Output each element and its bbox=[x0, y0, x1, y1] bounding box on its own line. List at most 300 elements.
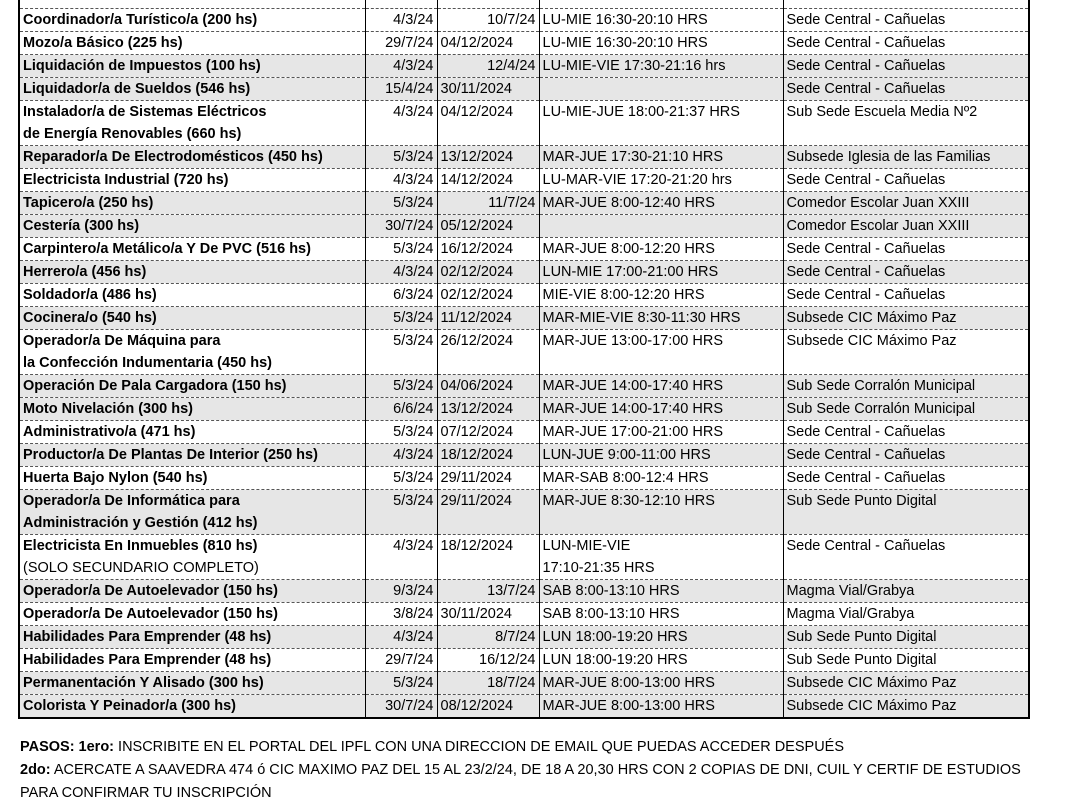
schedule-cell bbox=[539, 648, 783, 671]
location: Subsede CIC Máximo Paz bbox=[786, 332, 957, 349]
location-cell bbox=[783, 420, 1029, 443]
location: Comedor Escolar Juan XXIII bbox=[786, 194, 970, 211]
location-cell bbox=[783, 329, 1029, 374]
table-row bbox=[19, 214, 1029, 237]
table-row bbox=[19, 237, 1029, 260]
step-1-label: PASOS: 1ero: bbox=[20, 739, 115, 755]
start-date-cell bbox=[365, 602, 437, 625]
course-cell bbox=[19, 100, 365, 145]
end-date-cell bbox=[437, 8, 539, 31]
steps-section bbox=[20, 736, 1060, 805]
schedule: MAR-JUE 8:00-13:00 HRS bbox=[542, 697, 715, 714]
schedule-cell bbox=[539, 145, 783, 168]
location-cell bbox=[783, 466, 1029, 489]
course-cell bbox=[19, 8, 365, 31]
start-date-cell bbox=[365, 306, 437, 329]
start-date: 3/8/24 bbox=[393, 605, 434, 622]
location-cell bbox=[783, 214, 1029, 237]
table-row bbox=[19, 648, 1029, 671]
schedule-cell bbox=[539, 489, 783, 534]
schedule-cell bbox=[539, 31, 783, 54]
end-date: 13/7/24 bbox=[487, 582, 536, 599]
course-name: Cestería (300 hs) bbox=[23, 217, 140, 234]
table-row-partial-top bbox=[19, 0, 1029, 8]
schedule: MAR-JUE 14:00-17:40 HRS bbox=[542, 400, 724, 417]
start-date-cell bbox=[365, 329, 437, 374]
schedule: MAR-JUE 8:00-12:40 HRS bbox=[542, 194, 715, 211]
end-date: 13/12/2024 bbox=[440, 148, 514, 165]
end-date-cell bbox=[437, 694, 539, 718]
location-cell bbox=[783, 283, 1029, 306]
location: Sub Sede Corralón Municipal bbox=[786, 400, 976, 417]
schedule: LUN-JUE 9:00-11:00 HRS bbox=[542, 446, 711, 463]
end-date: 08/12/2024 bbox=[440, 697, 514, 714]
end-date: 18/12/2024 bbox=[440, 446, 514, 463]
start-date-cell bbox=[365, 260, 437, 283]
course-name-line-2: Administración y Gestión (412 hs) bbox=[23, 514, 258, 531]
course-name: Productor/a De Plantas De Interior (250 hs) bbox=[23, 446, 318, 463]
course-name: Reparador/a De Electrodomésticos (450 hs) bbox=[23, 148, 323, 165]
start-date-cell bbox=[365, 671, 437, 694]
course-cell bbox=[19, 31, 365, 54]
table-row bbox=[19, 77, 1029, 100]
end-date-cell bbox=[437, 77, 539, 100]
table-row bbox=[19, 100, 1029, 145]
start-date: 4/3/24 bbox=[393, 11, 434, 28]
end-date: 02/12/2024 bbox=[440, 263, 514, 280]
schedule-cell bbox=[539, 237, 783, 260]
step-2 bbox=[20, 759, 1060, 782]
step-2-continued: PARA CONFIRMAR TU INSCRIPCIÓN bbox=[20, 785, 272, 801]
course-cell bbox=[19, 489, 365, 534]
schedule-cell bbox=[539, 100, 783, 145]
location: Sub Sede Corralón Municipal bbox=[786, 377, 976, 394]
schedule-cell bbox=[539, 191, 783, 214]
location: Comedor Escolar Juan XXIII bbox=[786, 217, 970, 234]
courses-table bbox=[18, 0, 1030, 719]
end-date: 16/12/24 bbox=[479, 651, 536, 668]
location-cell bbox=[783, 54, 1029, 77]
course-name: Herrero/a (456 hs) bbox=[23, 263, 147, 280]
start-date: 30/7/24 bbox=[385, 697, 434, 714]
end-date: 04/12/2024 bbox=[440, 103, 514, 120]
location: Sede Central - Cañuelas bbox=[786, 57, 946, 74]
start-date: 15/4/24 bbox=[385, 80, 434, 97]
start-date: 5/3/24 bbox=[393, 469, 434, 486]
course-name: Coordinador/a Turístico/a (200 hs) bbox=[23, 11, 258, 28]
location: Sub Sede Escuela Media Nº2 bbox=[786, 103, 978, 120]
end-date: 29/11/2024 bbox=[440, 492, 512, 509]
course-name-line-2: la Confección Indumentaria (450 hs) bbox=[23, 354, 272, 371]
schedule: LU-MIE 16:30-20:10 HRS bbox=[542, 11, 708, 28]
course-cell bbox=[19, 374, 365, 397]
schedule: MIE-VIE 8:00-12:20 HRS bbox=[542, 286, 705, 303]
start-date: 6/6/24 bbox=[393, 400, 434, 417]
course-cell bbox=[19, 191, 365, 214]
table-row bbox=[19, 694, 1029, 718]
courses-table-body bbox=[19, 0, 1029, 718]
start-date-cell bbox=[365, 579, 437, 602]
course-cell bbox=[19, 168, 365, 191]
start-date: 5/3/24 bbox=[393, 240, 434, 257]
location-cell bbox=[783, 648, 1029, 671]
course-name: Electricista En Inmuebles (810 hs) bbox=[23, 537, 258, 554]
end-date-cell bbox=[437, 625, 539, 648]
location: Sede Central - Cañuelas bbox=[786, 286, 946, 303]
start-date-cell bbox=[365, 214, 437, 237]
course-cell bbox=[19, 648, 365, 671]
location: Sede Central - Cañuelas bbox=[786, 240, 946, 257]
course-name: Liquidador/a de Sueldos (546 hs) bbox=[23, 80, 251, 97]
start-date: 5/3/24 bbox=[393, 377, 434, 394]
end-date-cell bbox=[437, 420, 539, 443]
course-cell bbox=[19, 54, 365, 77]
location: Sede Central - Cañuelas bbox=[786, 446, 946, 463]
start-date-cell bbox=[365, 374, 437, 397]
location-cell bbox=[783, 77, 1029, 100]
course-cell bbox=[19, 145, 365, 168]
end-date-cell bbox=[437, 489, 539, 534]
end-date: 10/7/24 bbox=[487, 11, 536, 28]
start-date-cell bbox=[365, 443, 437, 466]
location: Magma Vial/Grabya bbox=[786, 582, 915, 599]
course-name: Soldador/a (486 hs) bbox=[23, 286, 157, 303]
start-date: 5/3/24 bbox=[393, 309, 434, 326]
end-date-cell bbox=[437, 260, 539, 283]
schedule: LU-MIE 16:30-20:10 HRS bbox=[542, 34, 708, 51]
schedule-cell bbox=[539, 671, 783, 694]
step-2-label: 2do: bbox=[20, 762, 51, 778]
course-cell bbox=[19, 443, 365, 466]
end-date-cell bbox=[437, 54, 539, 77]
course-name: Cocinera/o (540 hs) bbox=[23, 309, 157, 326]
schedule-cell bbox=[539, 397, 783, 420]
table-row bbox=[19, 443, 1029, 466]
table-row bbox=[19, 8, 1029, 31]
table-row bbox=[19, 374, 1029, 397]
end-date-cell bbox=[437, 329, 539, 374]
schedule-cell bbox=[539, 306, 783, 329]
start-date-cell bbox=[365, 489, 437, 534]
location-cell bbox=[783, 671, 1029, 694]
start-date-cell bbox=[365, 77, 437, 100]
start-date: 5/3/24 bbox=[393, 148, 434, 165]
start-date-cell bbox=[365, 191, 437, 214]
table-row bbox=[19, 602, 1029, 625]
location: Sede Central - Cañuelas bbox=[786, 80, 946, 97]
course-cell bbox=[19, 397, 365, 420]
schedule: MAR-JUE 14:00-17:40 HRS bbox=[542, 377, 724, 394]
table-row bbox=[19, 306, 1029, 329]
schedule: MAR-JUE 13:00-17:00 HRS bbox=[542, 332, 724, 349]
course-cell bbox=[19, 283, 365, 306]
start-date: 4/3/24 bbox=[393, 263, 434, 280]
course-cell bbox=[19, 329, 365, 374]
table-row bbox=[19, 466, 1029, 489]
schedule-cell bbox=[539, 602, 783, 625]
end-date: 05/12/2024 bbox=[440, 217, 514, 234]
course-name: Liquidación de Impuestos (100 hs) bbox=[23, 57, 261, 74]
schedule: LUN-MIE 17:00-21:00 HRS bbox=[542, 263, 719, 280]
course-name: Operador/a De Máquina para bbox=[23, 332, 221, 349]
course-cell bbox=[19, 625, 365, 648]
start-date: 4/3/24 bbox=[393, 446, 434, 463]
table-row bbox=[19, 145, 1029, 168]
location-cell bbox=[783, 191, 1029, 214]
end-date-cell bbox=[437, 397, 539, 420]
end-date-cell bbox=[437, 306, 539, 329]
end-date-cell bbox=[437, 237, 539, 260]
end-date: 04/12/2024 bbox=[440, 34, 514, 51]
schedule: MAR-MIE-VIE 8:30-11:30 HRS bbox=[542, 309, 741, 326]
end-date: 30/11/2024 bbox=[440, 80, 512, 97]
start-date: 5/3/24 bbox=[393, 423, 434, 440]
course-cell bbox=[19, 694, 365, 718]
table-row bbox=[19, 579, 1029, 602]
schedule-cell bbox=[539, 420, 783, 443]
schedule: LU-MAR-VIE 17:20-21:20 hrs bbox=[542, 171, 732, 188]
location-cell bbox=[783, 145, 1029, 168]
schedule-cell bbox=[539, 260, 783, 283]
end-date: 12/4/24 bbox=[487, 57, 536, 74]
start-date: 4/3/24 bbox=[393, 537, 434, 554]
start-date: 4/3/24 bbox=[393, 57, 434, 74]
table-row bbox=[19, 283, 1029, 306]
table-row bbox=[19, 489, 1029, 534]
table-row bbox=[19, 420, 1029, 443]
table-row bbox=[19, 534, 1029, 579]
start-date-cell bbox=[365, 8, 437, 31]
end-date: 16/12/2024 bbox=[440, 240, 514, 257]
start-date-cell bbox=[365, 168, 437, 191]
location-cell bbox=[783, 534, 1029, 579]
start-date-cell bbox=[365, 534, 437, 579]
end-date-cell bbox=[437, 671, 539, 694]
schedule: MAR-SAB 8:00-12:4 HRS bbox=[542, 469, 709, 486]
course-note: (SOLO SECUNDARIO COMPLETO) bbox=[20, 557, 365, 579]
location: Sede Central - Cañuelas bbox=[786, 423, 946, 440]
end-date: 11/12/2024 bbox=[440, 309, 512, 326]
end-date-cell bbox=[437, 534, 539, 579]
table-row bbox=[19, 625, 1029, 648]
course-name: Mozo/a Básico (225 hs) bbox=[23, 34, 183, 51]
step-2-text: ACERCATE A SAAVEDRA 474 ó CIC MAXIMO PAZ DEL 15 AL 23/2/24, DE 18 A 20,30 HRS CON 2 COPIAS DE DNI, CUIL Y CERTIF DE ESTUDIOS bbox=[50, 762, 1021, 778]
course-cell bbox=[19, 214, 365, 237]
start-date-cell bbox=[365, 54, 437, 77]
end-date-cell bbox=[437, 374, 539, 397]
location: Sede Central - Cañuelas bbox=[786, 171, 946, 188]
end-date-cell bbox=[437, 145, 539, 168]
location-cell bbox=[783, 489, 1029, 534]
schedule-cell bbox=[539, 8, 783, 31]
start-date-cell bbox=[365, 466, 437, 489]
course-name: Operación De Pala Cargadora (150 hs) bbox=[23, 377, 287, 394]
location: Sub Sede Punto Digital bbox=[786, 492, 937, 509]
location-cell bbox=[783, 443, 1029, 466]
course-name: Electricista Industrial (720 hs) bbox=[23, 171, 229, 188]
schedule: SAB 8:00-13:10 HRS bbox=[542, 605, 680, 622]
location-cell bbox=[783, 602, 1029, 625]
location-cell bbox=[783, 31, 1029, 54]
end-date-cell bbox=[437, 31, 539, 54]
course-cell bbox=[19, 671, 365, 694]
schedule: MAR-JUE 8:00-13:00 HRS bbox=[542, 674, 715, 691]
schedule-cell bbox=[539, 283, 783, 306]
start-date: 29/7/24 bbox=[385, 34, 434, 51]
table-row bbox=[19, 54, 1029, 77]
schedule: MAR-JUE 8:00-12:20 HRS bbox=[542, 240, 715, 257]
table-row bbox=[19, 191, 1029, 214]
schedule: LU-MIE-VIE 17:30-21:16 hrs bbox=[542, 57, 726, 74]
course-name: Carpintero/a Metálico/a Y De PVC (516 hs) bbox=[23, 240, 311, 257]
course-name: Operador/a De Informática para bbox=[23, 492, 240, 509]
end-date-cell bbox=[437, 602, 539, 625]
start-date-cell bbox=[365, 237, 437, 260]
start-date-cell bbox=[365, 648, 437, 671]
location-cell bbox=[783, 100, 1029, 145]
start-date: 9/3/24 bbox=[393, 582, 434, 599]
location: Sede Central - Cañuelas bbox=[786, 11, 946, 28]
start-date-cell bbox=[365, 283, 437, 306]
start-date-cell bbox=[365, 145, 437, 168]
end-date-cell bbox=[437, 100, 539, 145]
schedule-cell bbox=[539, 443, 783, 466]
location-cell bbox=[783, 168, 1029, 191]
schedule: SAB 8:00-13:10 HRS bbox=[542, 582, 680, 599]
course-name: Colorista Y Peinador/a (300 hs) bbox=[23, 697, 237, 714]
course-cell bbox=[19, 466, 365, 489]
location-cell bbox=[783, 374, 1029, 397]
location: Sede Central - Cañuelas bbox=[786, 263, 946, 280]
location-cell bbox=[783, 694, 1029, 718]
end-date-cell bbox=[437, 443, 539, 466]
location: Sede Central - Cañuelas bbox=[786, 34, 946, 51]
start-date: 29/7/24 bbox=[385, 651, 434, 668]
end-date: 8/7/24 bbox=[495, 628, 536, 645]
course-name: Instalador/a de Sistemas Eléctricos bbox=[23, 103, 267, 120]
start-date: 5/3/24 bbox=[393, 332, 434, 349]
schedule-cell bbox=[539, 54, 783, 77]
schedule-cell bbox=[539, 579, 783, 602]
table-row bbox=[19, 671, 1029, 694]
location: Sub Sede Punto Digital bbox=[786, 651, 937, 668]
end-date-cell bbox=[437, 283, 539, 306]
start-date: 30/7/24 bbox=[385, 217, 434, 234]
start-date-cell bbox=[365, 100, 437, 145]
end-date-cell bbox=[437, 648, 539, 671]
course-cell bbox=[19, 306, 365, 329]
location-cell bbox=[783, 8, 1029, 31]
location: Magma Vial/Grabya bbox=[786, 605, 915, 622]
start-date: 4/3/24 bbox=[393, 103, 434, 120]
course-name: Operador/a De Autoelevador (150 hs) bbox=[23, 605, 278, 622]
end-date: 04/06/2024 bbox=[440, 377, 514, 394]
schedule: MAR-JUE 17:30-21:10 HRS bbox=[542, 148, 724, 165]
end-date: 29/11/2024 bbox=[440, 469, 512, 486]
course-name-line-2: de Energía Renovables (660 hs) bbox=[23, 125, 242, 142]
table-row bbox=[19, 31, 1029, 54]
course-name: Administrativo/a (471 hs) bbox=[23, 423, 196, 440]
schedule-cell bbox=[539, 625, 783, 648]
end-date: 26/12/2024 bbox=[440, 332, 514, 349]
start-date: 5/3/24 bbox=[393, 492, 434, 509]
location-cell bbox=[783, 237, 1029, 260]
schedule-cell bbox=[539, 694, 783, 718]
course-cell bbox=[19, 534, 365, 579]
schedule: MAR-JUE 8:30-12:10 HRS bbox=[542, 492, 715, 509]
end-date: 02/12/2024 bbox=[440, 286, 514, 303]
schedule-cell bbox=[539, 374, 783, 397]
location-cell bbox=[783, 260, 1029, 283]
course-cell bbox=[19, 579, 365, 602]
step-1 bbox=[20, 736, 1060, 759]
location: Sede Central - Cañuelas bbox=[786, 469, 946, 486]
end-date: 30/11/2024 bbox=[440, 605, 512, 622]
location: Subsede CIC Máximo Paz bbox=[786, 309, 957, 326]
table-row bbox=[19, 168, 1029, 191]
schedule: MAR-JUE 17:00-21:00 HRS bbox=[542, 423, 724, 440]
schedule-cell bbox=[539, 214, 783, 237]
schedule: LU-MIE-JUE 18:00-21:37 HRS bbox=[542, 103, 740, 120]
start-date-cell bbox=[365, 397, 437, 420]
course-cell bbox=[19, 420, 365, 443]
course-cell bbox=[19, 77, 365, 100]
schedule-cell bbox=[539, 466, 783, 489]
course-cell bbox=[19, 602, 365, 625]
course-name: Habilidades Para Emprender (48 hs) bbox=[23, 651, 272, 668]
location: Subsede CIC Máximo Paz bbox=[786, 674, 957, 691]
course-name: Habilidades Para Emprender (48 hs) bbox=[23, 628, 272, 645]
start-date-cell bbox=[365, 625, 437, 648]
table-row bbox=[19, 397, 1029, 420]
start-date: 6/3/24 bbox=[393, 286, 434, 303]
schedule: LUN 18:00-19:20 HRS bbox=[542, 628, 688, 645]
start-date: 4/3/24 bbox=[393, 628, 434, 645]
schedule-cell bbox=[539, 168, 783, 191]
end-date: 13/12/2024 bbox=[440, 400, 514, 417]
course-name: Moto Nivelación (300 hs) bbox=[23, 400, 194, 417]
location-cell bbox=[783, 397, 1029, 420]
course-name: Huerta Bajo Nylon (540 hs) bbox=[23, 469, 208, 486]
schedule-cell bbox=[539, 329, 783, 374]
location: Subsede CIC Máximo Paz bbox=[786, 697, 957, 714]
end-date: 18/12/2024 bbox=[440, 537, 514, 554]
course-cell bbox=[19, 237, 365, 260]
end-date-cell bbox=[437, 579, 539, 602]
start-date: 4/3/24 bbox=[393, 171, 434, 188]
start-date-cell bbox=[365, 694, 437, 718]
schedule-cell bbox=[539, 534, 783, 579]
schedule-line-2: 17:10-21:35 HRS bbox=[542, 559, 655, 576]
location: Sede Central - Cañuelas bbox=[786, 537, 946, 554]
start-date: 5/3/24 bbox=[393, 674, 434, 691]
table-row bbox=[19, 260, 1029, 283]
start-date-cell bbox=[365, 420, 437, 443]
location-cell bbox=[783, 306, 1029, 329]
location-cell bbox=[783, 625, 1029, 648]
schedule: LUN 18:00-19:20 HRS bbox=[542, 651, 688, 668]
course-name: Operador/a De Autoelevador (150 hs) bbox=[23, 582, 278, 599]
step-1-text: INSCRIBITE EN EL PORTAL DEL IPFL CON UNA DIRECCION DE EMAIL QUE PUEDAS ACCEDER DESPUÉS bbox=[114, 739, 845, 755]
location: Sub Sede Punto Digital bbox=[786, 628, 937, 645]
schedule: LUN-MIE-VIE bbox=[542, 537, 631, 554]
end-date: 14/12/2024 bbox=[440, 171, 514, 188]
location: Subsede Iglesia de las Familias bbox=[786, 148, 991, 165]
end-date-cell bbox=[437, 214, 539, 237]
end-date-cell bbox=[437, 466, 539, 489]
course-name: Permanentación Y Alisado (300 hs) bbox=[23, 674, 264, 691]
course-name: Tapicero/a (250 hs) bbox=[23, 194, 154, 211]
